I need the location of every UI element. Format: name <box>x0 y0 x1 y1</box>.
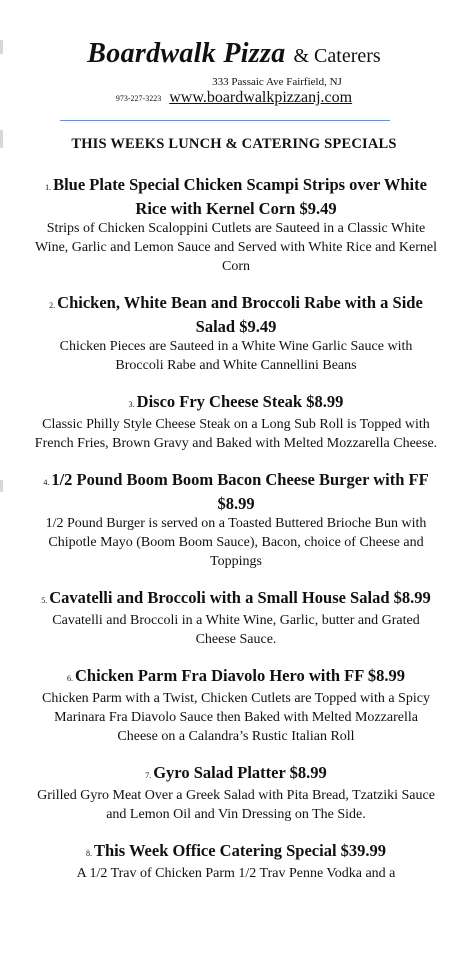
special-description: Chicken Parm with a Twist, Chicken Cutlets are Topped with a Spicy Marinara Fra Diavolo Sauce then Baked with Melted Mozzarella Cheese on a Calandra’s Rustic Italian Roll <box>42 691 430 744</box>
website-link[interactable]: www.boardwalkpizzanj.com <box>169 89 353 106</box>
special-title-text: Disco Fry Cheese Steak $8.99 <box>136 392 344 411</box>
special-title <box>34 469 438 514</box>
brand-name: Boardwalk Pizza <box>87 38 286 69</box>
special-description: Strips of Chicken Scaloppini Cutlets are Sauteed in a Classic White Wine, Garlic and Lemon Sauce and Served with White Rice and Kernel Corn <box>35 221 437 274</box>
special-description: Grilled Gyro Meat Over a Greek Salad with Pita Bread, Tzatziki Sauce and Lemon Oil and Vin Dressing on The Side. <box>37 788 435 822</box>
special-title <box>34 587 438 611</box>
special-item-6 <box>34 665 438 746</box>
phone-number: 973-227-3223 <box>115 93 162 103</box>
brand-line <box>0 38 468 74</box>
brand-suffix: & Caterers <box>293 45 381 67</box>
special-number: 2. <box>49 301 56 310</box>
special-item-4 <box>34 469 438 571</box>
special-item-2 <box>34 292 438 375</box>
special-title-text: Cavatelli and Broccoli with a Small House Salad $8.99 <box>49 588 431 607</box>
scan-artifact <box>0 480 3 492</box>
special-title <box>34 292 438 337</box>
special-description: A 1/2 Trav of Chicken Parm 1/2 Trav Penne Vodka and a <box>76 866 396 881</box>
special-title <box>34 174 438 219</box>
special-title <box>34 665 438 689</box>
special-item-8 <box>34 840 438 883</box>
contact-line <box>0 89 468 107</box>
special-title <box>34 391 438 415</box>
special-title <box>34 762 438 786</box>
special-number: 6. <box>67 674 74 683</box>
special-description: Chicken Pieces are Sauteed in a White Wine Garlic Sauce with Broccoli Rabe and White Cannellini Beans <box>59 339 413 373</box>
special-number: 3. <box>128 400 135 409</box>
special-number: 1. <box>45 183 52 192</box>
special-number: 5. <box>41 596 48 605</box>
special-title-text: This Week Office Catering Special $39.99 <box>93 841 387 860</box>
special-title-text: Blue Plate Special Chicken Scampi Strips over White Rice with Kernel Corn $9.49 <box>53 175 427 218</box>
special-number: 8. <box>85 849 92 858</box>
special-item-1 <box>34 174 438 276</box>
special-description: Classic Philly Style Cheese Steak on a Long Sub Roll is Topped with French Fries, Brown Gravy and Baked with Melted Mozzarella Cheese. <box>34 417 438 451</box>
special-item-3 <box>34 391 438 453</box>
special-title <box>34 840 438 864</box>
special-number: 4. <box>43 478 50 487</box>
special-description: 1/2 Pound Burger is served on a Toasted Buttered Brioche Bun with Chipotle Mayo (Boom Boom Sauce), Bacon, choice of Cheese and Toppings <box>45 516 427 569</box>
special-title-text: Chicken, White Bean and Broccoli Rabe with a Side Salad $9.49 <box>57 293 423 336</box>
header <box>0 38 468 107</box>
special-title-text: 1/2 Pound Boom Boom Bacon Cheese Burger with FF $8.99 <box>51 470 429 513</box>
header-divider <box>60 120 390 121</box>
special-title-text: Chicken Parm Fra Diavolo Hero with FF $8.99 <box>75 666 405 685</box>
section-title: THIS WEEKS LUNCH & CATERING SPECIALS <box>71 136 397 152</box>
special-item-7 <box>34 762 438 824</box>
specials-list <box>34 174 438 899</box>
special-description: Cavatelli and Broccoli in a White Wine, Garlic, butter and Grated Cheese Sauce. <box>52 613 420 647</box>
special-number: 7. <box>145 771 152 780</box>
special-item-5 <box>34 587 438 649</box>
address: 333 Passaic Ave Fairfield, NJ <box>212 76 342 88</box>
special-title-text: Gyro Salad Platter $8.99 <box>153 763 327 782</box>
